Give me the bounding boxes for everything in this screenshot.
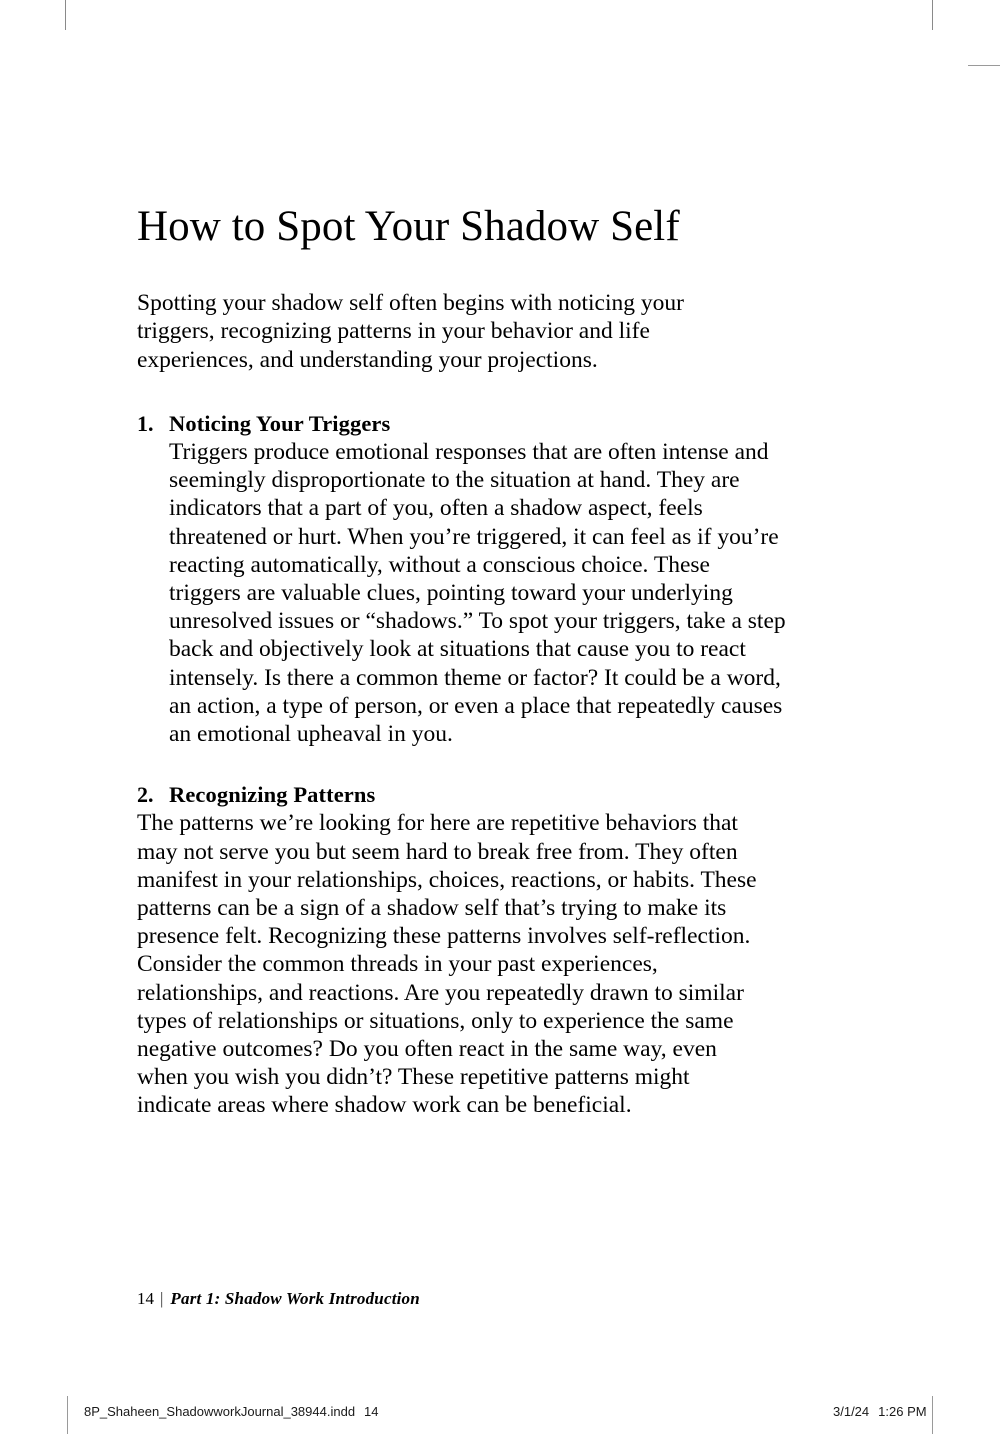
page-content [137,0,786,1120]
footer-running-title: Part 1: Shadow Work Introduction [170,1289,420,1308]
list-item-number: 2. [137,782,154,808]
slug-date: 3/1/24 [833,1404,870,1419]
page-title: How to Spot Your Shadow Self [137,203,680,250]
list-item-body: Triggers produce emotional responses that are often intense and seemingly disproportionate to the situation at hand. They are indicators that a part of you, often a shadow aspect, feels threatened or hurt. When you’re triggered, it can feel as if you’re reacting automatically, without a conscious choice. These triggers are valuable clues, pointing toward your underlying unresolved issues or “shadows.” To spot your triggers, take a step back and objectively look at situations that cause you to react intensely. Is there a common theme or factor? It could be a word, an action, a type of person, or even a place that repeatedly causes an emotional upheaval in you. [169,438,786,747]
running-footer [137,1288,420,1310]
slug-rule-right [932,1396,933,1434]
crop-mark-top-right [932,0,933,30]
list-item-body: The patterns we’re looking for here are repetitive behaviors that may not serve you but seem hard to break free from. They often manifest in your relationships, choices, reactions, or habits. These patterns can be a sign of a shadow self that’s trying to make its presence felt. Recognizing these patterns involves self-reflection. Consider the common threads in your past experiences, relationships, and reactions. Are you repeatedly drawn to similar types of relationships or situations, only to experience the same negative outcomes? Do you often react in the same way, even when you wish you didn’t? These repetitive patterns might indicate areas where shadow work can be beneficial. [137,810,757,1119]
slug-timestamp-group [833,1404,927,1419]
list-item-number: 1. [137,410,154,436]
slug-page-number: 14 [364,1404,379,1419]
footer-page-number: 14 [137,1289,154,1308]
slug-filename-group [84,1404,379,1419]
slug-time: 1:26 PM [878,1404,927,1419]
numbered-list [137,410,786,1120]
list-item-heading: Recognizing Patterns [169,782,376,808]
footer-separator: | [160,1289,164,1308]
trim-mark-right [968,65,1000,66]
list-item-heading: Noticing Your Triggers [169,410,391,436]
slug-rule-left [67,1396,68,1434]
intro-paragraph: Spotting your shadow self often begins with noticing your triggers, recognizing patterns in your behavior and life experiences, and understanding your projections. [137,290,684,373]
slug-filename: 8P_Shaheen_ShadowworkJournal_38944.indd [84,1404,356,1419]
list-item [137,410,786,748]
crop-mark-top-left [65,0,66,30]
list-item [137,781,762,1119]
